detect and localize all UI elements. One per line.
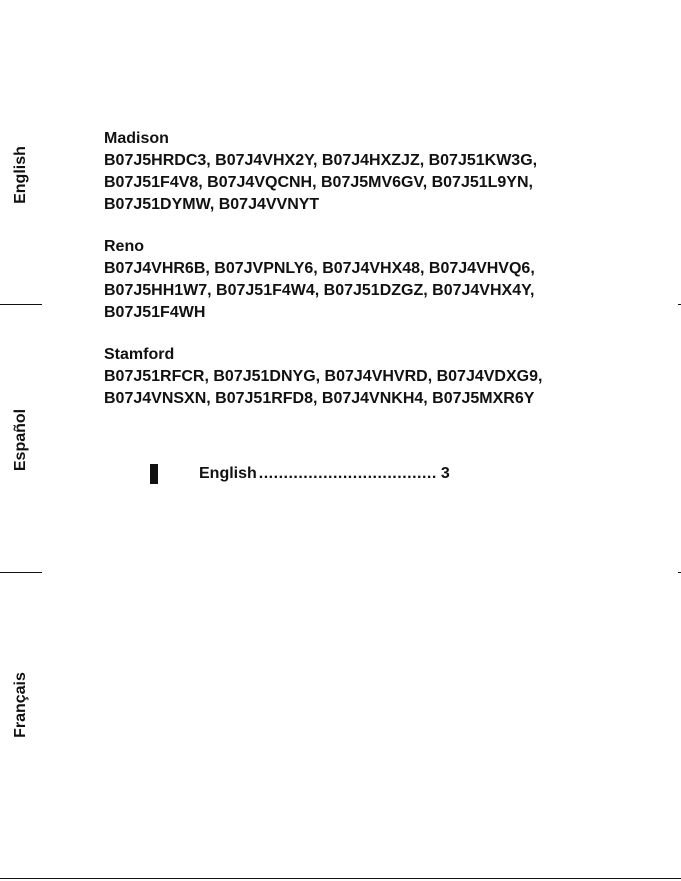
model-group-madison [104,128,604,216]
code-line: B07J51DYMW, B07J4VVNYT [104,196,320,213]
toc-entry-english[interactable] [150,462,510,486]
code-line: B07J5HH1W7, B07J51F4W4, B07J51DZGZ, B07J4VHX4Y, [104,282,535,299]
group-codes [104,258,604,324]
side-tab-english[interactable] [0,120,42,230]
code-line: B07J51F4WH [104,304,206,321]
group-name: Reno [104,238,144,255]
code-line: B07J5HRDC3, B07J4VHX2Y, B07J4HXZJZ, B07J51KW3G, [104,152,538,169]
side-divider [0,572,42,573]
code-line: B07J4VHR6B, B07JVPNLY6, B07J4VHX48, B07J4VHVQ6, [104,260,535,277]
group-codes [104,366,604,410]
code-line: B07J51F4V8, B07J4VQCNH, B07J5MV6GV, B07J51L9YN, [104,174,533,191]
toc-title: English [199,465,257,482]
model-group-reno [104,236,604,324]
toc-page-number: 3 [440,465,450,482]
side-tab-espanol[interactable] [0,385,42,495]
side-tab-label: Español [12,408,29,472]
code-line: B07J4VNSXN, B07J51RFD8, B07J4VNKH4, B07J5MXR6Y [104,390,535,407]
toc-marker-icon [150,464,158,484]
group-codes [104,150,604,216]
side-tab-francais[interactable] [0,650,42,760]
code-line: B07J51RFCR, B07J51DNYG, B07J4VHVRD, B07J4VDXG9, [104,368,543,385]
group-name: Stamford [104,346,175,363]
model-code-list [104,128,604,430]
side-divider [0,304,42,305]
group-name: Madison [104,130,169,147]
bottom-rule [0,878,681,879]
toc-leader: .................................... [258,465,437,482]
side-tab-label: Français [12,672,29,738]
model-group-stamford [104,344,604,410]
side-tab-label: English [12,146,29,204]
